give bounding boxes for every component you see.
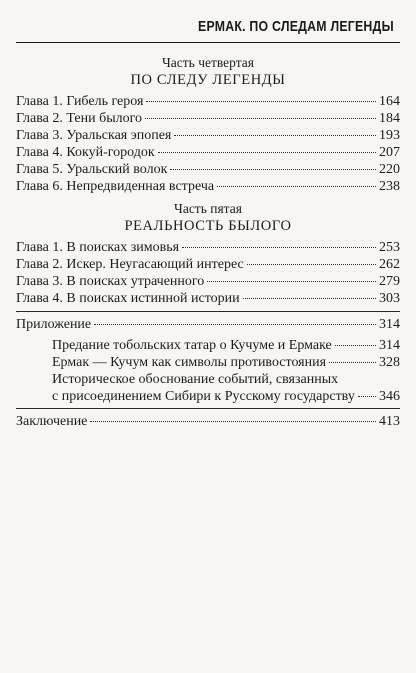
toc-entry[interactable] [16,93,400,111]
entry-label: с присоединением Сибири к Русскому государству [52,389,355,404]
part4-label: Часть четвертая [162,55,254,70]
toc-entry[interactable] [52,337,400,355]
toc-entry[interactable] [52,354,400,372]
toc-entry-appendix[interactable] [16,316,400,334]
entry-page: 303 [379,291,400,306]
entry-page: 279 [379,274,400,289]
dot-leader [358,396,376,397]
dot-leader [146,101,376,102]
toc-entry-conclusion[interactable] [16,413,400,431]
dot-leader [145,118,376,119]
dot-leader [335,345,376,346]
entry-label: Глава 1. В поисках зимовья [16,240,180,255]
toc-entry[interactable] [16,161,400,179]
dot-leader [90,421,376,422]
entry-label: Глава 3. Уральская эпопея [16,128,172,143]
toc-entry[interactable] [16,144,400,162]
toc-entry[interactable] [16,110,400,128]
running-head: ЕРМАК. ПО СЛЕДАМ ЛЕГЕНДЫ [198,18,394,35]
toc-entry[interactable] [16,290,400,308]
entry-label: Глава 6. Непредвиденная встреча [16,179,215,194]
toc-entry[interactable] [16,127,400,145]
dot-leader [182,247,376,248]
entry-page: 262 [379,257,400,272]
toc-entry[interactable] [16,178,400,196]
entry-label: Глава 1. Гибель героя [16,94,144,109]
entry-page: 207 [379,145,400,160]
entry-label: Предание тобольских татар о Кучуме и Ермаке [52,338,332,353]
dot-leader [174,135,376,136]
entry-label: Глава 5. Уральский волок [16,162,168,177]
entry-label: Глава 3. В поисках утраченного [16,274,205,289]
dot-leader [329,362,376,363]
dot-leader [158,152,376,153]
entry-label: Приложение [16,317,92,332]
entry-label: Глава 2. Тени былого [16,111,143,126]
entry-label-line1: Историческое обоснование событий, связанных [52,372,339,387]
entry-page: 253 [379,240,400,255]
entry-page: 164 [379,94,400,109]
entry-page: 413 [379,414,400,429]
dot-leader [207,281,376,282]
dot-leader [243,298,376,299]
entry-page: 238 [379,179,400,194]
toc-entry[interactable] [52,388,400,406]
dot-leader [217,186,376,187]
entry-page: 314 [379,317,400,332]
entry-page: 328 [379,355,400,370]
part5-label: Часть пятая [174,201,242,216]
entry-label: Глава 4. Кокуй-городок [16,145,155,160]
entry-page: 220 [379,162,400,177]
entry-label: Ермак — Кучум как символы противостояния [52,355,327,370]
entry-page: 193 [379,128,400,143]
entry-label: Глава 2. Искер. Неугасающий интерес [16,257,244,272]
toc-entry[interactable] [16,256,400,274]
dot-leader [170,169,376,170]
toc-entry[interactable] [16,239,400,257]
toc-entry[interactable] [16,273,400,291]
section-divider [16,311,400,312]
entry-label: Заключение [16,414,88,429]
entry-page: 346 [379,389,400,404]
header-rule [16,42,400,43]
dot-leader [94,324,376,325]
entry-page: 184 [379,111,400,126]
entry-page: 314 [379,338,400,353]
entry-label: Глава 4. В поисках истинной истории [16,291,240,306]
part4-title: ПО СЛЕДУ ЛЕГЕНДЫ [130,72,286,88]
dot-leader [247,264,376,265]
part5-title: РЕАЛЬНОСТЬ БЫЛОГО [124,218,292,234]
section-divider [16,408,400,409]
